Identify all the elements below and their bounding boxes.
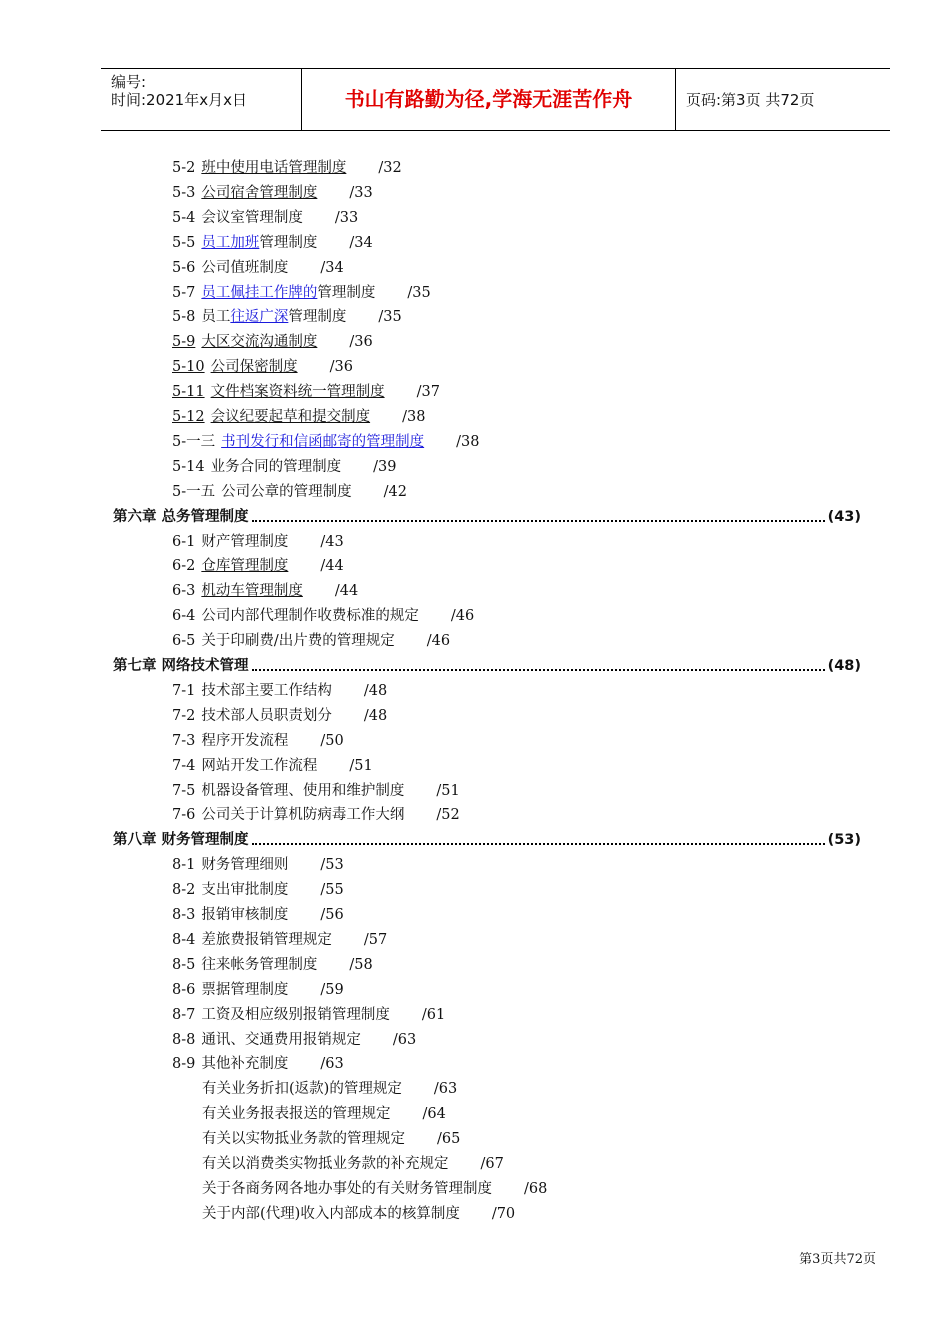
toc-entry[interactable] bbox=[172, 282, 431, 304]
entry-title: 关于各商务网各地办事处的有关财务管理制度 bbox=[202, 1180, 492, 1197]
entry-title: 其他补充制度 bbox=[201, 1056, 289, 1073]
entry-page: /63 bbox=[320, 1056, 344, 1073]
entry-number: 6-4 bbox=[172, 608, 196, 625]
entry-title: 机动车管理制度 bbox=[201, 583, 303, 600]
toc-entry[interactable] bbox=[172, 979, 344, 1001]
toc-entry[interactable] bbox=[172, 605, 474, 627]
entry-number: 5-14 bbox=[172, 458, 205, 475]
entry-page: /52 bbox=[436, 807, 460, 824]
chapter-page: (43) bbox=[827, 508, 861, 525]
header-page-label: 页码:第3页 共72页 bbox=[686, 91, 815, 109]
entry-page: /70 bbox=[491, 1205, 516, 1222]
entry-page: /51 bbox=[349, 757, 373, 774]
entry-number: 5-10 bbox=[172, 359, 205, 376]
header-meta bbox=[101, 69, 302, 130]
entry-page: /63 bbox=[433, 1081, 458, 1098]
header-motto: 书山有路勤为径,学海无涯苦作舟 bbox=[344, 87, 633, 111]
entry-page: /46 bbox=[450, 608, 475, 625]
entry-page: /44 bbox=[320, 558, 344, 575]
entry-number: 6-2 bbox=[172, 558, 196, 575]
entry-title: 关于印刷费/出片费的管理规定 bbox=[201, 633, 395, 650]
entry-number: 8-4 bbox=[172, 931, 196, 948]
toc-entry[interactable] bbox=[172, 680, 387, 702]
entry-title: 公司值班制度 bbox=[201, 259, 289, 276]
entry-title: 管理制度 bbox=[288, 309, 347, 326]
toc-entry[interactable] bbox=[172, 1004, 445, 1026]
entry-title: 工资及相应级别报销管理制度 bbox=[201, 1006, 390, 1023]
toc-entry[interactable] bbox=[172, 954, 373, 976]
entry-number: 8-5 bbox=[172, 956, 196, 973]
toc-entry[interactable] bbox=[172, 555, 344, 577]
entry-page: /48 bbox=[363, 682, 388, 699]
entry-title: 网站开发工作流程 bbox=[201, 757, 318, 774]
toc-subentry[interactable] bbox=[202, 1178, 547, 1200]
entry-number: 8-3 bbox=[172, 907, 196, 923]
toc-entry[interactable] bbox=[172, 157, 402, 179]
toc-subentry[interactable] bbox=[202, 1128, 460, 1150]
entry-number: 5-9 bbox=[172, 334, 196, 351]
page-footer: 第3页共72页 bbox=[799, 1252, 876, 1267]
entry-page: /48 bbox=[363, 707, 388, 724]
entry-title-link[interactable]: 往返广深 bbox=[230, 309, 289, 326]
leader-dots bbox=[252, 506, 825, 522]
toc-entry[interactable] bbox=[172, 406, 425, 428]
entry-number: 8-2 bbox=[172, 882, 196, 899]
entry-number: 5-一三 bbox=[172, 433, 216, 450]
toc-entry[interactable] bbox=[172, 431, 479, 453]
entry-page: /35 bbox=[407, 284, 431, 301]
chapter-title: 第六章 总务管理制度 bbox=[113, 508, 249, 525]
entry-title: 财务管理细则 bbox=[201, 857, 289, 874]
entry-number: 6-1 bbox=[172, 533, 196, 550]
entry-page: /63 bbox=[392, 1031, 417, 1048]
toc-entry[interactable] bbox=[172, 207, 358, 229]
entry-page: /32 bbox=[378, 160, 402, 176]
entry-title: 有关业务报表报送的管理规定 bbox=[202, 1106, 391, 1123]
entry-title: 有关以实物抵业务款的管理规定 bbox=[202, 1131, 405, 1148]
entry-title: 业务合同的管理制度 bbox=[210, 458, 342, 475]
entry-title: 会议室管理制度 bbox=[201, 209, 303, 226]
entry-title: 有关以消费类实物抵业务款的补充规定 bbox=[202, 1156, 449, 1172]
chapter-page: (53) bbox=[827, 832, 861, 849]
entry-title: 通讯、交通费用报销规定 bbox=[201, 1031, 361, 1048]
entry-number: 7-1 bbox=[172, 682, 196, 699]
entry-page: /37 bbox=[416, 384, 440, 401]
toc-entry[interactable] bbox=[172, 879, 344, 901]
entry-number: 7-3 bbox=[172, 732, 196, 749]
entry-number: 6-3 bbox=[172, 583, 196, 600]
entry-page: /65 bbox=[437, 1131, 461, 1148]
entry-title: 文件档案资料统一管理制度 bbox=[210, 384, 385, 401]
entry-number: 8-1 bbox=[172, 857, 196, 874]
toc-entry[interactable] bbox=[172, 780, 460, 802]
toc-entry[interactable] bbox=[172, 1053, 344, 1075]
entry-page: /64 bbox=[422, 1106, 446, 1123]
entry-number: 5-2 bbox=[172, 160, 196, 176]
toc-subentry[interactable] bbox=[202, 1153, 504, 1175]
toc-entry[interactable] bbox=[172, 356, 353, 378]
entry-number: 8-6 bbox=[172, 981, 196, 998]
entry-page: /42 bbox=[383, 483, 407, 500]
entry-page: /55 bbox=[320, 882, 344, 899]
toc-entry[interactable] bbox=[172, 929, 387, 951]
toc-chapter[interactable] bbox=[113, 655, 861, 677]
chapter-page: (48) bbox=[827, 658, 861, 674]
toc-entry[interactable] bbox=[172, 381, 440, 403]
entry-page: /36 bbox=[329, 359, 353, 376]
entry-number: 8-8 bbox=[172, 1031, 196, 1048]
entry-title-link[interactable]: 员工佩挂工作牌的 bbox=[201, 284, 318, 301]
entry-title: 关于内部(代理)收入内部成本的核算制度 bbox=[202, 1205, 460, 1222]
entry-title: 管理制度 bbox=[317, 284, 376, 301]
toc-entry[interactable] bbox=[172, 306, 402, 328]
entry-page: /53 bbox=[320, 857, 344, 874]
entry-number: 6-5 bbox=[172, 633, 196, 650]
entry-number: 8-7 bbox=[172, 1006, 196, 1023]
entry-page: /57 bbox=[363, 931, 388, 948]
chapter-title: 第七章 网络技术管理 bbox=[113, 658, 249, 674]
toc-entry[interactable] bbox=[172, 804, 460, 826]
leader-dots bbox=[252, 655, 825, 671]
entry-number: 5-4 bbox=[172, 209, 196, 226]
code-label: 编号: bbox=[111, 73, 147, 91]
page-header bbox=[101, 68, 890, 131]
entry-page: /34 bbox=[349, 234, 373, 251]
entry-page: /38 bbox=[402, 409, 426, 425]
entry-title: 往来帐务管理制度 bbox=[201, 956, 318, 973]
entry-title: 程序开发流程 bbox=[201, 732, 289, 749]
entry-title: 财产管理制度 bbox=[201, 533, 289, 550]
toc-entry[interactable] bbox=[172, 481, 407, 503]
entry-title: 差旅费报销管理规定 bbox=[201, 931, 332, 948]
entry-page: /56 bbox=[320, 907, 344, 923]
entry-page: /44 bbox=[334, 583, 359, 600]
entry-title: 班中使用电话管理制度 bbox=[201, 160, 347, 176]
entry-page: /67 bbox=[480, 1156, 504, 1172]
toc-chapter[interactable] bbox=[113, 506, 861, 528]
entry-title: 仓库管理制度 bbox=[201, 558, 289, 575]
entry-title: 公司宿舍管理制度 bbox=[201, 184, 318, 201]
toc-entry[interactable] bbox=[172, 1029, 416, 1051]
entry-number: 5-11 bbox=[172, 384, 205, 401]
entry-number: 5-7 bbox=[172, 284, 196, 301]
toc-entry[interactable] bbox=[172, 456, 396, 478]
entry-page: /68 bbox=[524, 1180, 548, 1197]
toc-subentry[interactable] bbox=[202, 1103, 446, 1125]
entry-title: 大区交流沟通制度 bbox=[201, 334, 318, 351]
entry-title-link[interactable]: 员工加班 bbox=[201, 234, 260, 251]
entry-title-link[interactable]: 书刊发行和信函邮寄的管理制度 bbox=[221, 433, 425, 450]
entry-page: /59 bbox=[320, 981, 344, 998]
entry-title: 技术部人员职责划分 bbox=[201, 707, 332, 724]
header-page-cell bbox=[676, 69, 890, 130]
entry-title: 管理制度 bbox=[259, 234, 318, 251]
entry-page: /50 bbox=[320, 732, 344, 749]
entry-page: /39 bbox=[373, 458, 397, 475]
entry-title: 公司关于计算机防病毒工作大纲 bbox=[201, 807, 405, 824]
entry-page: /58 bbox=[349, 956, 373, 973]
toc-entry[interactable] bbox=[172, 232, 373, 254]
entry-number: 5-5 bbox=[172, 234, 196, 251]
entry-page: /33 bbox=[334, 209, 359, 226]
entry-page: /51 bbox=[436, 782, 460, 799]
entry-number: 5-3 bbox=[172, 184, 196, 201]
entry-number: 7-4 bbox=[172, 757, 196, 774]
entry-title: 支出审批制度 bbox=[201, 882, 289, 899]
entry-number: 8-9 bbox=[172, 1056, 196, 1073]
toc-entry[interactable] bbox=[172, 854, 344, 876]
toc-subentry[interactable] bbox=[202, 1203, 515, 1225]
toc-entry[interactable] bbox=[172, 531, 344, 553]
entry-page: /35 bbox=[378, 309, 402, 326]
entry-title: 公司公章的管理制度 bbox=[221, 483, 352, 500]
leader-dots bbox=[252, 829, 825, 845]
toc-entry[interactable] bbox=[172, 182, 373, 204]
entry-number: 7-2 bbox=[172, 707, 196, 724]
toc-subentry[interactable] bbox=[202, 1078, 457, 1100]
toc-entry[interactable] bbox=[172, 705, 387, 727]
entry-page: /36 bbox=[349, 334, 373, 351]
toc-entry[interactable] bbox=[172, 755, 373, 777]
entry-title: 公司内部代理制作收费标准的规定 bbox=[201, 608, 419, 625]
entry-title: 技术部主要工作结构 bbox=[201, 682, 332, 699]
entry-title: 公司保密制度 bbox=[210, 359, 298, 376]
toc-entry[interactable] bbox=[172, 630, 450, 652]
date-label: 时间:2021年x月x日 bbox=[111, 91, 247, 109]
toc-chapter[interactable] bbox=[113, 829, 861, 851]
header-motto-cell bbox=[302, 69, 676, 130]
entry-title: 员工 bbox=[201, 309, 231, 326]
entry-title: 报销审核制度 bbox=[201, 907, 289, 923]
toc-entry[interactable] bbox=[172, 257, 344, 279]
entry-page: /46 bbox=[426, 633, 451, 650]
toc-entry[interactable] bbox=[172, 331, 373, 353]
entry-page: /33 bbox=[349, 184, 373, 201]
entry-number: 5-8 bbox=[172, 309, 196, 326]
entry-title: 有关业务折扣(返款)的管理规定 bbox=[202, 1081, 402, 1098]
entry-number: 5-6 bbox=[172, 259, 196, 276]
entry-title: 机器设备管理、使用和维护制度 bbox=[201, 782, 405, 799]
entry-page: /61 bbox=[421, 1006, 446, 1023]
entry-number: 5-一五 bbox=[172, 483, 216, 500]
entry-number: 7-5 bbox=[172, 782, 196, 799]
entry-number: 5-12 bbox=[172, 409, 205, 425]
entry-title: 会议纪要起草和提交制度 bbox=[210, 409, 371, 425]
toc-entry[interactable] bbox=[172, 904, 344, 926]
toc-entry[interactable] bbox=[172, 730, 344, 752]
entry-page: /38 bbox=[456, 433, 480, 450]
chapter-title: 第八章 财务管理制度 bbox=[113, 832, 249, 849]
entry-title: 票据管理制度 bbox=[201, 981, 289, 998]
toc-entry[interactable] bbox=[172, 580, 358, 602]
entry-page: /43 bbox=[320, 533, 344, 550]
entry-page: /34 bbox=[320, 259, 344, 276]
entry-number: 7-6 bbox=[172, 807, 196, 824]
